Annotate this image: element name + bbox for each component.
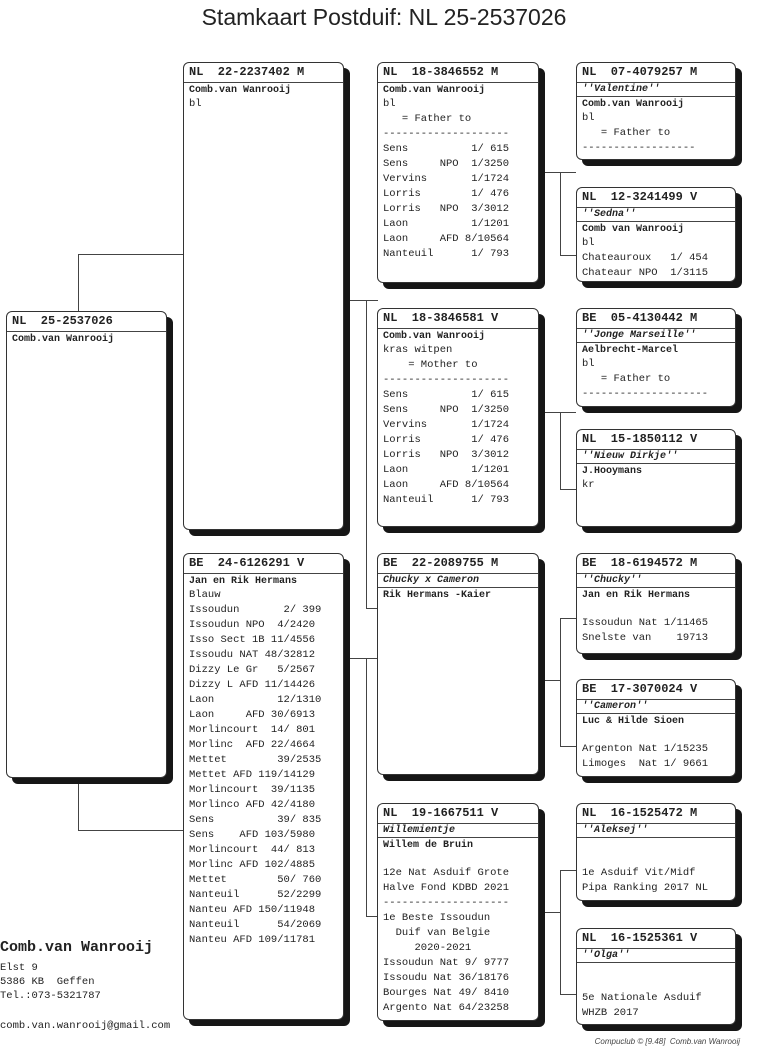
owner: Rik Hermans -Kaier: [378, 587, 538, 602]
ring-number: NL 25-2537026: [7, 312, 166, 332]
info-line: WHZB 2017: [582, 1007, 639, 1019]
connector: [543, 680, 560, 681]
result-line: Morlinc AFD 102/4885: [189, 859, 316, 871]
owner: Aelbrecht-Marcel: [577, 342, 735, 357]
divider-line: --------------------: [383, 128, 510, 140]
ring-number: NL 07-4079257 M: [577, 63, 735, 83]
result-line: Sens NPO 1/3250: [383, 404, 510, 416]
pigeon-name: ''Nieuw Dirkje'': [582, 451, 679, 462]
result-line: Morlincourt 14/ 801: [189, 724, 316, 736]
owner: Comb van Wanrooij: [577, 221, 735, 236]
result-line: Issoudu NAT 48/32812: [189, 649, 316, 661]
owner: Comb.van Wanrooij: [577, 96, 735, 111]
ring-number: BE 17-3070024 V: [577, 680, 735, 700]
result-line: Laon AFD 8/10564: [383, 479, 510, 491]
connector: [560, 618, 576, 619]
result-line: Nanteuil 1/ 793: [383, 494, 510, 506]
owner: Comb.van Wanrooij: [12, 334, 115, 345]
info-line: bl: [582, 358, 595, 370]
pigeon-card-mmm: [576, 928, 736, 1025]
result-line: Lorris 1/ 476: [383, 188, 510, 200]
ring-number: NL 22-2237402 M: [184, 63, 343, 83]
page-title: Stamkaart Postduif: NL 25-2537026: [201, 4, 567, 30]
pigeon-card-mother: [183, 553, 344, 1020]
connector: [366, 658, 367, 916]
connector: [560, 172, 561, 255]
ring-number: BE 24-6126291 V: [184, 554, 343, 574]
result-line: Isso Sect 1B 11/4556: [189, 634, 316, 646]
pigeon-card-fff: [576, 62, 736, 160]
divider-line: --------------------: [383, 897, 510, 909]
owner: Luc & Hilde Sioen: [577, 713, 735, 728]
info-line: Pipa Ranking 2017 NL: [582, 882, 709, 894]
connector: [342, 658, 378, 659]
pigeon-card-mmf: [576, 803, 736, 901]
pigeon-card-fm: [377, 308, 539, 527]
info-line: Duif van Belgie: [383, 927, 491, 939]
connector: [78, 830, 183, 831]
connector: [543, 912, 560, 913]
result-line: Nanteuil 52/2299: [189, 889, 322, 901]
connector: [560, 618, 561, 746]
info-line: Halve Fond KDBD 2021: [383, 882, 510, 894]
result-line: Mettet AFD 119/14129: [189, 769, 316, 781]
result-line: Laon 1/1201: [383, 464, 510, 476]
ring-number: NL 18-3846581 V: [378, 309, 538, 329]
info-line: Blauw: [189, 589, 221, 601]
result-line: Mettet 39/2535: [189, 754, 322, 766]
pigeon-card-father: [183, 62, 344, 530]
result-line: Dizzy L AFD 11/14426: [189, 679, 316, 691]
owner: [577, 837, 735, 852]
pigeon-card-ffm: [576, 187, 736, 282]
result-line: Snelste van 19713: [582, 632, 709, 644]
result-line: Sens AFD 103/5980: [189, 829, 316, 841]
connector: [78, 254, 79, 311]
result-line: Laon 1/1201: [383, 218, 510, 230]
result-line: Nanteuil 1/ 793: [383, 248, 510, 260]
owner-email: comb.van.wanrooij@gmail.com: [0, 1020, 171, 1032]
result-line: Argento Nat 64/23258: [383, 1002, 510, 1014]
result-line: Sens 1/ 615: [383, 389, 510, 401]
result-line: Morlincourt 39/1135: [189, 784, 316, 796]
pigeon-card-ff: [377, 62, 539, 283]
connector: [560, 746, 576, 747]
info-line: = Father to: [383, 113, 472, 125]
owner-name: Comb.van Wanrooij: [0, 939, 154, 956]
result-line: Issoudun Nat 1/11465: [582, 617, 709, 629]
owner: Jan en Rik Hermans: [577, 587, 735, 602]
pigeon-name: ''Olga'': [582, 950, 631, 961]
result-line: Sens NPO 1/3250: [383, 158, 510, 170]
pigeon-name: ''Valentine'': [582, 84, 661, 95]
connector: [560, 870, 561, 994]
result-line: Sens 39/ 835: [189, 814, 322, 826]
result-line: Vervins 1/1724: [383, 173, 510, 185]
info-line: 12e Nat Asduif Grote: [383, 867, 510, 879]
connector: [342, 300, 366, 301]
pigeon-name: ''Cameron'': [582, 701, 649, 712]
info-line: kras witpen: [383, 344, 453, 356]
owner-street: Elst 9: [0, 962, 38, 974]
result-line: Lorris 1/ 476: [383, 434, 510, 446]
pigeon-name: ''Sedna'': [582, 209, 637, 220]
pigeon-card-mm: [377, 803, 539, 1021]
pigeon-card-mff: [576, 553, 736, 654]
connector: [543, 172, 560, 173]
connector: [543, 412, 576, 413]
connector: [560, 172, 576, 173]
result-line: Morlincourt 44/ 813: [189, 844, 316, 856]
owner: Jan en Rik Hermans: [189, 576, 298, 587]
result-line: Morlinc AFD 22/4664: [189, 739, 316, 751]
result-line: Sens 1/ 615: [383, 143, 510, 155]
ring-number: NL 16-1525472 M: [577, 804, 735, 824]
connector: [560, 255, 576, 256]
pigeon-name: ''Jonge Marseille'': [582, 330, 697, 341]
info-line: bl: [383, 98, 396, 110]
connector: [366, 300, 378, 301]
ring-number: NL 16-1525361 V: [577, 929, 735, 949]
owner: Comb.van Wanrooij: [383, 331, 486, 342]
info-line: 1e Asduif Vit/Midf: [582, 867, 696, 879]
result-line: Nanteuil 54/2069: [189, 919, 322, 931]
info-line: bl: [189, 98, 202, 110]
result-line: Laon AFD 30/6913: [189, 709, 316, 721]
pigeon-card-mf: [377, 553, 539, 775]
ring-number: BE 22-2089755 M: [378, 554, 538, 574]
pigeon-name: Chucky x Cameron: [383, 575, 480, 586]
pigeon-card-subject: [6, 311, 167, 778]
owner: Comb.van Wanrooij: [383, 85, 486, 96]
result-line: Chateaur NPO 1/3115: [582, 267, 709, 279]
ring-number: NL 18-3846552 M: [378, 63, 538, 83]
result-line: Argenton Nat 1/15235: [582, 743, 709, 755]
info-line: 5e Nationale Asduif: [582, 992, 702, 1004]
result-line: Mettet 50/ 760: [189, 874, 322, 886]
pigeon-card-mfm: [576, 679, 736, 777]
pigeon-card-fmm: [576, 429, 736, 527]
ring-number: BE 05-4130442 M: [577, 309, 735, 329]
owner: Comb.van Wanrooij: [189, 85, 292, 96]
ring-number: BE 18-6194572 M: [577, 554, 735, 574]
connector: [366, 300, 367, 608]
connector: [560, 870, 576, 871]
result-line: Morlinco AFD 42/4180: [189, 799, 316, 811]
owner: [577, 962, 735, 977]
pigeon-name: Willemientje: [383, 825, 456, 836]
result-line: Laon 12/1310: [189, 694, 322, 706]
info-line: = Father to: [582, 127, 671, 139]
pigeon-name: ''Aleksej'': [582, 825, 649, 836]
info-line: = Mother to: [383, 359, 478, 371]
connector: [78, 254, 183, 255]
owner-city: 5386 KB Geffen: [0, 976, 95, 988]
connector: [78, 776, 79, 830]
owner: Willem de Bruin: [378, 837, 538, 852]
result-line: Vervins 1/1724: [383, 419, 510, 431]
result-line: Issoudu Nat 36/18176: [383, 972, 510, 984]
result-line: Limoges Nat 1/ 9661: [582, 758, 709, 770]
result-line: Issoudun NPO 4/2420: [189, 619, 316, 631]
result-line: Dizzy Le Gr 5/2567: [189, 664, 316, 676]
divider-line: ------------------: [582, 142, 696, 154]
info-line: bl: [582, 112, 595, 124]
connector: [560, 412, 561, 489]
divider-line: --------------------: [383, 374, 510, 386]
info-line: = Father to: [582, 373, 671, 385]
ring-number: NL 15-1850112 V: [577, 430, 735, 450]
connector: [560, 994, 576, 995]
result-line: Issoudun 2/ 399: [189, 604, 322, 616]
owner-phone: Tel.:073-5321787: [0, 990, 101, 1002]
info-line: 1e Beste Issoudun: [383, 912, 491, 924]
result-line: Bourges Nat 49/ 8410: [383, 987, 510, 999]
result-line: Nanteu AFD 109/11781: [189, 934, 316, 946]
pigeon-name: ''Chucky'': [582, 575, 643, 586]
info-line: 2020-2021: [383, 942, 472, 954]
info-line: kr: [582, 479, 595, 491]
pigeon-card-fmf: [576, 308, 736, 407]
connector: [560, 489, 576, 490]
result-line: Lorris NPO 3/3012: [383, 203, 510, 215]
info-line: bl: [582, 237, 595, 249]
result-line: Issoudun Nat 9/ 9777: [383, 957, 510, 969]
ring-number: NL 12-3241499 V: [577, 188, 735, 208]
ring-number: NL 19-1667511 V: [378, 804, 538, 824]
divider-line: --------------------: [582, 388, 709, 400]
software-credit: Compuclub © [9.48] Comb.van Wanrooij: [594, 1037, 740, 1046]
result-line: Nanteu AFD 150/11948: [189, 904, 316, 916]
result-line: Lorris NPO 3/3012: [383, 449, 510, 461]
result-line: Chateauroux 1/ 454: [582, 252, 709, 264]
result-line: Laon AFD 8/10564: [383, 233, 510, 245]
owner: J.Hooymans: [577, 463, 735, 478]
